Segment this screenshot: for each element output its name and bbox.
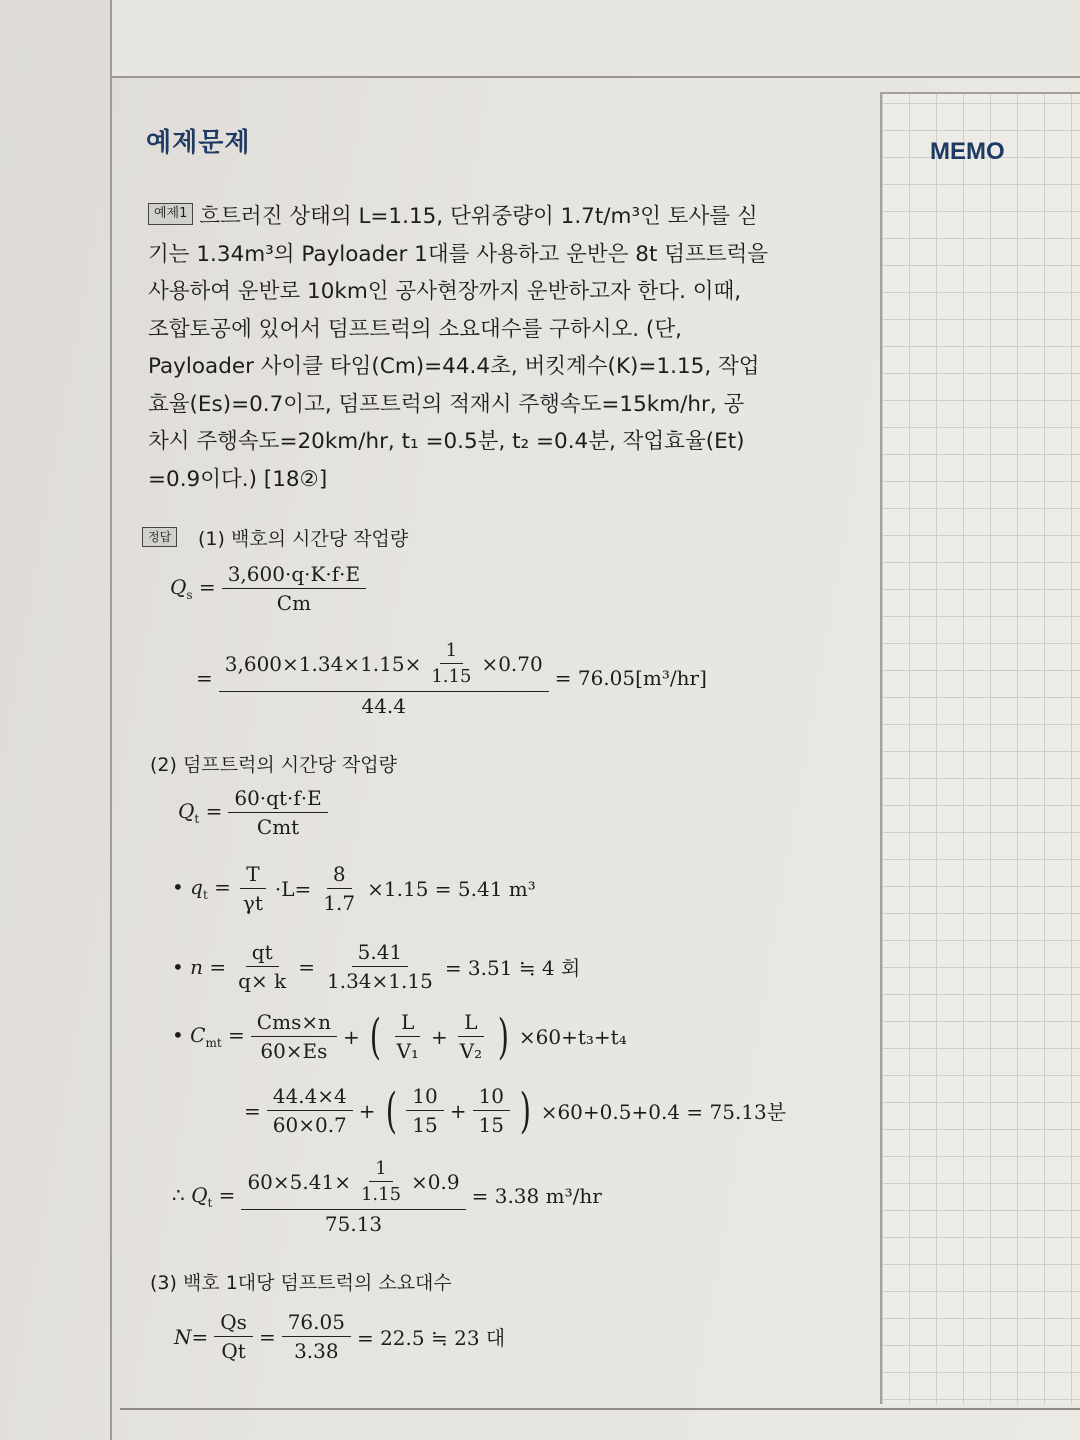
step3-title: (3) 백호 1대당 덤프트럭의 소요대수 [150, 1272, 452, 1294]
problem-text [148, 198, 838, 498]
problem-line-text: =0.9이다.) [18②] [148, 466, 328, 492]
qs-calculation: = 3,600×1.34×1.15× $\frac{1}{1.15}$ ×0.70 44.4 = 76.05[m³/hr] [196, 636, 707, 720]
problem-line [148, 348, 838, 386]
problem-line [148, 386, 838, 424]
qt-load-formula: • $q_t$ = $\frac{T}{\gamma t}$ ·L= $\frac{8}{1.7}$ ×1.15 = 5.41 m³ [172, 862, 536, 915]
problem-line-text: 사용하여 운반로 10km인 공사현장까지 운반하고자 한다. 이때, [148, 279, 742, 304]
section-title: 예제문제 [146, 128, 251, 158]
step2-title: (2) 덤프트럭의 시간당 작업량 [150, 754, 397, 776]
qs-formula: $Q_s$ = $\frac{3,600\cdot q\cdot K\cdot f\cdot E}{Cm}$ [170, 560, 366, 617]
problem-line-text: 기는 1.34m³의 Payloader 1대를 사용하고 운반은 8t 덤프트럭을 [148, 241, 769, 267]
memo-label: MEMO [930, 138, 1005, 165]
problem-line [148, 273, 838, 311]
previous-page-edge [110, 0, 1080, 78]
problem-line [148, 236, 838, 274]
problem-line-text: 조합토공에 있어서 덤프트럭의 소요대수를 구하시오. (단, [148, 316, 682, 342]
n-formula: • n = $\frac{qt}{q\times k}$ = $\frac{5.41}{1.34\times 1.15}$ = 3.51 ≒ 4 회 [172, 940, 581, 993]
memo-column [880, 92, 1080, 1404]
problem-line [148, 198, 838, 236]
step1-title: (1) 백호의 시간당 작업량 [198, 528, 409, 550]
problem-line [148, 423, 838, 461]
problem-tag: 예제1 [148, 203, 193, 225]
answer-tag: 정답 [142, 527, 177, 547]
qt-formula: $Q_t$ = $\frac{60\cdot qt\cdot f\cdot E}{\text{Cmt}}$ [178, 784, 328, 841]
cmt-calculation: = $\frac{44.4\times 4}{60\times 0.7}$ + ( $\frac{10}{15}$ + $\frac{10}{15}$ ) ×60+0.5+0.4 = 75.13분 [244, 1082, 787, 1139]
bottom-rule [120, 1408, 1080, 1410]
problem-line-text: 예제1 흐트러진 상태의 L=1.15, 단위중량이 1.7t/m³인 토사를 싣 [148, 198, 758, 236]
problem-line-text: 효율(Es)=0.7이고, 덤프트럭의 적재시 주행속도=15km/hr, 공 [148, 391, 745, 417]
problem-line [148, 311, 838, 349]
problem-line-text: 차시 주행속도=20km/hr, t₁ =0.5분, t₂ =0.4분, 작업효율(Et) [148, 429, 745, 454]
problem-line [148, 461, 838, 499]
n-trucks-formula: N= $\frac{Qs}{Qt}$ = $\frac{76.05}{3.38}$ = 22.5 ≒ 23 대 [174, 1310, 506, 1363]
problem-line-text: Payloader 사이클 타임(Cm)=44.4초, 버킷계수(K)=1.15, 작업 [148, 354, 760, 379]
cmt-formula: • $C_{mt}$ = $\frac{\text{Cms×n}}{60\times Es}$ + ( $\frac{L}{\text{V₁}}$ + $\frac{L}{\text{V₂}}$ ) ×60+t₃+t₄ [172, 1008, 627, 1065]
qt-final: ∴ $Q_t$ = 60×5.41× $\frac{1}{1.15}$ ×0.9 75.13 = 3.38 m³/hr [172, 1154, 602, 1238]
margin-rule [110, 0, 112, 1440]
